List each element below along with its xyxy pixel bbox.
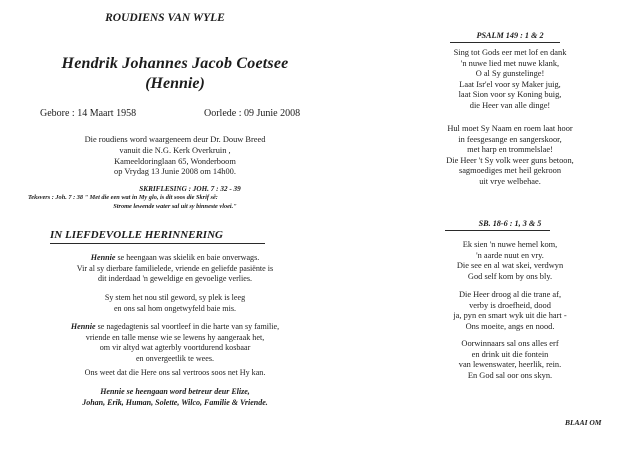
hymn-verse-3 — [395, 339, 625, 381]
name-highlight: Hennie — [90, 253, 116, 262]
deceased-name: Hendrik Johannes Jacob Coetsee — [61, 55, 289, 72]
psalm-line: Die Heer 't Sy volk weer guns betoon, — [446, 155, 574, 165]
memorial-text: Sy stem het nou stil geword, sy plek is leeg — [104, 293, 246, 302]
memorial-text: se nagedagtenis sal voortleef in die harte van sy familie, — [95, 322, 280, 331]
memorial-paragraph-2 — [30, 293, 320, 314]
hymn-line: En God sal oor ons skyn. — [467, 370, 553, 380]
mourners-line: Hennie se heengaan word betreur deur Elize, — [100, 387, 250, 396]
memorial-heading: IN LIEFDEVOLLE HERINNERING — [50, 229, 223, 241]
psalm-line: 'n nuwe lied met nuwe klank, — [460, 58, 560, 68]
scripture-reading: SKRIFLESING : JOH. 7 : 32 - 39 — [139, 185, 241, 193]
memorial-text: se heengaan was skielik en baie onverwags. — [115, 253, 260, 262]
deceased-nickname: (Hennie) — [145, 75, 205, 92]
memorial-paragraph-3 — [30, 322, 320, 364]
psalm-line: met harp en trommelslae! — [467, 145, 553, 155]
mourners-list — [25, 386, 325, 408]
psalm-title-underline — [450, 42, 560, 43]
service-line: op Vrydag 13 Junie 2008 om 14h00. — [114, 167, 236, 177]
hymn-line: Ek sien 'n nuwe hemel kom, — [462, 240, 558, 249]
psalm-verse-1 — [395, 48, 625, 112]
psalm-line: O al Sy gunstelinge! — [475, 69, 545, 79]
service-line: Kameeldoringlaan 65, Wonderboom — [114, 156, 236, 166]
hymn-line: en drink uit die fontein — [471, 349, 549, 359]
heading-divider — [50, 243, 265, 244]
mourners-line: Johan, Erik, Human, Solette, Wilco, Familie & Vriende. — [82, 398, 268, 407]
memorial-text: en ons sal hom ongetwyfeld baie mis. — [113, 303, 237, 313]
hymn-title-underline — [445, 230, 550, 231]
memorial-text: om vir altyd wat agterbly voortdurend kosbaar — [99, 343, 251, 352]
birth-date: Gebore : 14 Maart 1958 — [40, 108, 137, 119]
service-line: vanuit die N.G. Kerk Overkruin , — [119, 145, 231, 155]
psalm-line: sagmoediges met heil gekroon — [458, 166, 562, 176]
memorial-paragraph-4: Ons weet dat die Here ons sal vertroos soos net Hy kan. — [84, 368, 266, 377]
hymn-line: Die Heer droog al die trane af, — [458, 290, 562, 299]
hymn-line: verby is droefheid, dood — [469, 300, 551, 310]
turn-over-note: BLAAI OM — [565, 418, 602, 427]
hymn-line: Die see en al wat skei, verdwyn — [456, 261, 564, 271]
hymn-line: ja, pyn en smart wyk uit die hart - — [453, 311, 567, 321]
psalm-line: die Heer van alle dinge! — [469, 100, 551, 110]
hymn-line: van lewenswater, heerlik, rein. — [458, 360, 562, 370]
psalm-line: Laat Isr'el voor sy Maker juig, — [459, 79, 561, 89]
hymn-line: Oorwinnaars sal ons alles erf — [461, 339, 559, 348]
psalm-line: uit vrye welbehae. — [479, 176, 541, 186]
psalm-line: in feesgesange en sangerskoor, — [458, 134, 562, 144]
psalm-title: PSALM 149 : 1 & 2 — [476, 31, 544, 40]
hymn-line: Ons moeite, angs en nood. — [465, 321, 555, 331]
hymn-title: SB. 18-6 : 1, 3 & 5 — [478, 219, 542, 228]
psalm-verse-2 — [395, 124, 625, 188]
memorial-text: en onvergeetlik te wees. — [135, 353, 215, 363]
memorial-text: dit inderdaad 'n geweldige en gevoelige verlies. — [97, 274, 253, 283]
death-date: Oorlede : 09 Junie 2008 — [204, 108, 301, 119]
psalm-line: Sing tot Gods eer met lof en dank — [453, 48, 567, 57]
header-title: ROUDIENS VAN WYLE — [105, 12, 225, 24]
name-highlight: Hennie — [70, 322, 96, 331]
service-details — [40, 135, 310, 178]
hymn-line: God self kom by ons bly. — [467, 271, 553, 281]
hymn-line: 'n aarde nuut en vry. — [476, 250, 544, 260]
text-verse-continued: Strome lewende water sal uit sy binneste vloei." — [113, 203, 237, 210]
memorial-text: Vir al sy dierbare familielede, vriende en geliefde pasiënte is — [76, 263, 274, 273]
hymn-verse-1 — [395, 240, 625, 282]
text-verse: Teksvers : Joh. 7 : 38 " Met die een wat in My glo, is dit soos die Skrif sê: — [28, 194, 218, 201]
memorial-text: vriende en talle mense wie se lewens hy aangeraak het, — [85, 332, 265, 342]
hymn-verse-2 — [395, 290, 625, 332]
psalm-line: Hul moet Sy Naam en roem laat hoor — [447, 124, 573, 133]
service-line: Die roudiens word waargeneem deur Dr. Douw Breed — [84, 135, 266, 144]
memorial-paragraph-1 — [30, 253, 320, 285]
psalm-line: laat Sion voor sy Koning buig, — [458, 90, 562, 100]
